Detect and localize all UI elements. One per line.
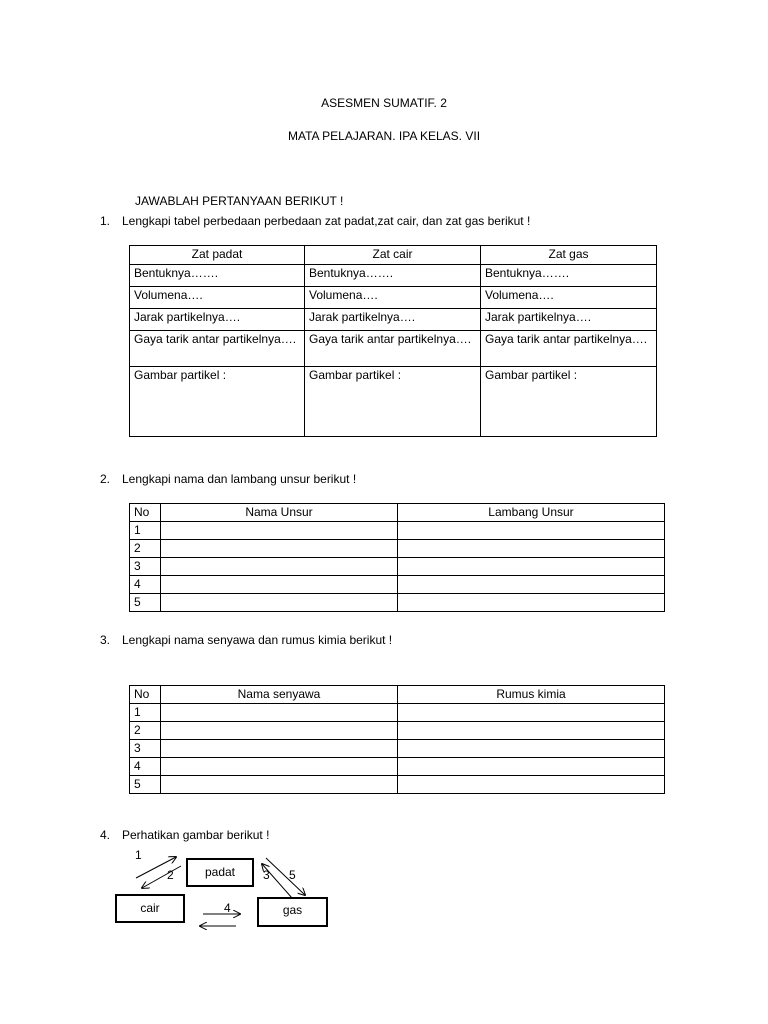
arrow-label-4: 4 xyxy=(224,901,231,915)
q2-number: 2. xyxy=(100,472,111,486)
table-cell[interactable]: Bentuknya……. xyxy=(481,265,657,287)
page-subtitle: MATA PELAJARAN. IPA KELAS. VII xyxy=(287,129,481,143)
q1-header-gas: Zat gas xyxy=(481,246,657,265)
instruction-text: JAWABLAH PERTANYAAN BERIKUT ! xyxy=(135,194,344,208)
table-cell[interactable]: Gaya tarik antar partikelnya…. xyxy=(305,331,481,367)
table-cell[interactable]: Volumena…. xyxy=(481,287,657,309)
row-number: 3 xyxy=(130,558,161,576)
arrow-label-5: 5 xyxy=(289,868,296,882)
q4-text: Perhatikan gambar berikut ! xyxy=(122,828,270,842)
q3-number: 3. xyxy=(100,633,111,647)
table-cell[interactable]: Jarak partikelnya…. xyxy=(130,309,305,331)
q1-header-solid: Zat padat xyxy=(130,246,305,265)
q3-text: Lengkapi nama senyawa dan rumus kimia berikut ! xyxy=(122,633,393,647)
q2-text: Lengkapi nama dan lambang unsur berikut ! xyxy=(122,472,357,486)
arrow-2-melting xyxy=(142,866,181,888)
q2-header-name: Nama Unsur xyxy=(161,504,398,522)
q3-header-formula: Rumus kimia xyxy=(398,686,665,704)
row-number: 2 xyxy=(130,540,161,558)
q3-header-name: Nama senyawa xyxy=(161,686,398,704)
q1-text: Lengkapi tabel perbedaan perbedaan zat padat,zat cair, dan zat gas berikut ! xyxy=(122,214,531,228)
row-number: 2 xyxy=(130,722,161,740)
q1-number: 1. xyxy=(100,214,111,228)
state-box-liquid: cair xyxy=(115,894,185,923)
state-box-gas: gas xyxy=(257,897,328,927)
table-cell[interactable]: Gaya tarik antar partikelnya…. xyxy=(130,331,305,367)
table-cell[interactable]: Bentuknya……. xyxy=(130,265,305,287)
table-cell[interactable]: Gambar partikel : xyxy=(305,367,481,437)
arrow-label-2: 2 xyxy=(167,868,174,882)
q4-number: 4. xyxy=(100,828,111,842)
q2-header-no: No xyxy=(130,504,161,522)
page-title: ASESMEN SUMATIF. 2 xyxy=(321,96,447,110)
table-cell[interactable]: Volumena…. xyxy=(130,287,305,309)
row-number: 4 xyxy=(130,758,161,776)
table-cell[interactable]: Gambar partikel : xyxy=(130,367,305,437)
arrow-label-1: 1 xyxy=(135,848,142,862)
row-number: 3 xyxy=(130,740,161,758)
state-box-solid: padat xyxy=(186,858,254,887)
table-cell[interactable]: Gambar partikel : xyxy=(481,367,657,437)
row-number: 4 xyxy=(130,576,161,594)
q2-header-symbol: Lambang Unsur xyxy=(398,504,665,522)
table-cell[interactable]: Volumena…. xyxy=(305,287,481,309)
row-number: 1 xyxy=(130,522,161,540)
table-cell[interactable]: Jarak partikelnya…. xyxy=(305,309,481,331)
table-cell[interactable]: Gaya tarik antar partikelnya…. xyxy=(481,331,657,367)
row-number: 1 xyxy=(130,704,161,722)
row-number: 5 xyxy=(130,594,161,612)
row-number: 5 xyxy=(130,776,161,794)
arrow-5-sublimation xyxy=(266,858,305,895)
q3-header-no: No xyxy=(130,686,161,704)
arrow-label-3: 3 xyxy=(263,868,270,882)
table-cell[interactable]: Bentuknya……. xyxy=(305,265,481,287)
table-cell[interactable]: Jarak partikelnya…. xyxy=(481,309,657,331)
q1-header-liquid: Zat cair xyxy=(305,246,481,265)
